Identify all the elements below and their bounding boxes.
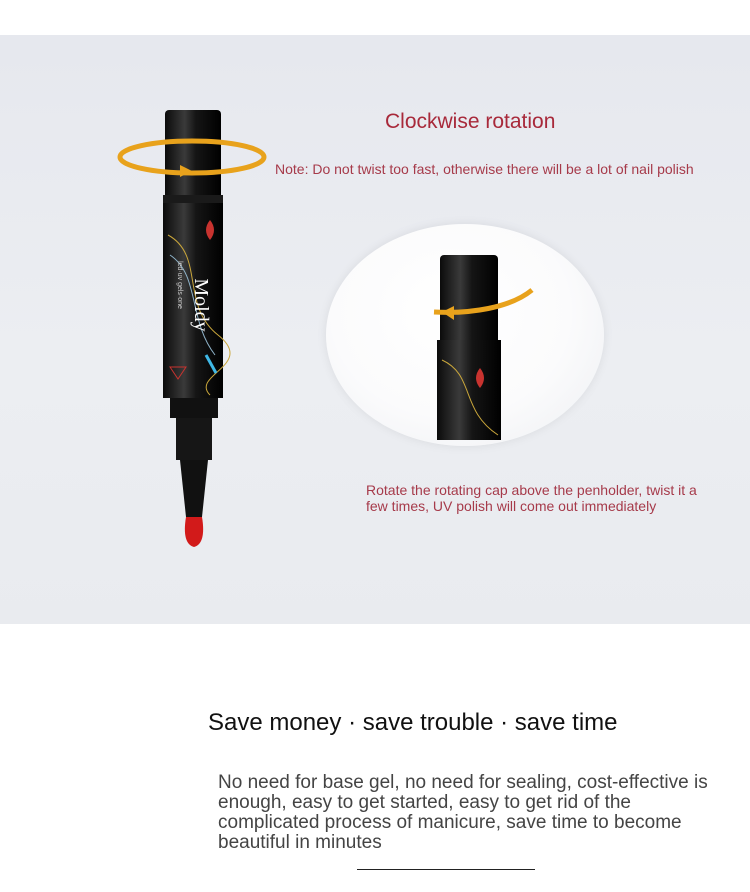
pen-small-text: led·uv gels·one xyxy=(176,261,183,309)
pen-brand: Moldy xyxy=(190,278,212,332)
decorative-underline xyxy=(357,869,535,870)
rotation-title: Clockwise rotation xyxy=(385,110,556,133)
rotation-description: Rotate the rotating cap above the penholder, twist it a few times, UV polish will come out immediately xyxy=(366,482,697,514)
nail-polish-pen-illustration xyxy=(110,105,280,555)
benefits-body: No need for base gel, no need for sealing, cost-effective is enough, easy to get started, easy to get rid of the complicated process of manicure, save time to become beautiful in minutes xyxy=(218,772,708,853)
cap-closeup-illustration xyxy=(420,250,560,450)
benefits-heading: Save money · save trouble · save time xyxy=(208,709,618,736)
rotation-note: Note: Do not twist too fast, otherwise there will be a lot of nail polish xyxy=(275,161,694,177)
